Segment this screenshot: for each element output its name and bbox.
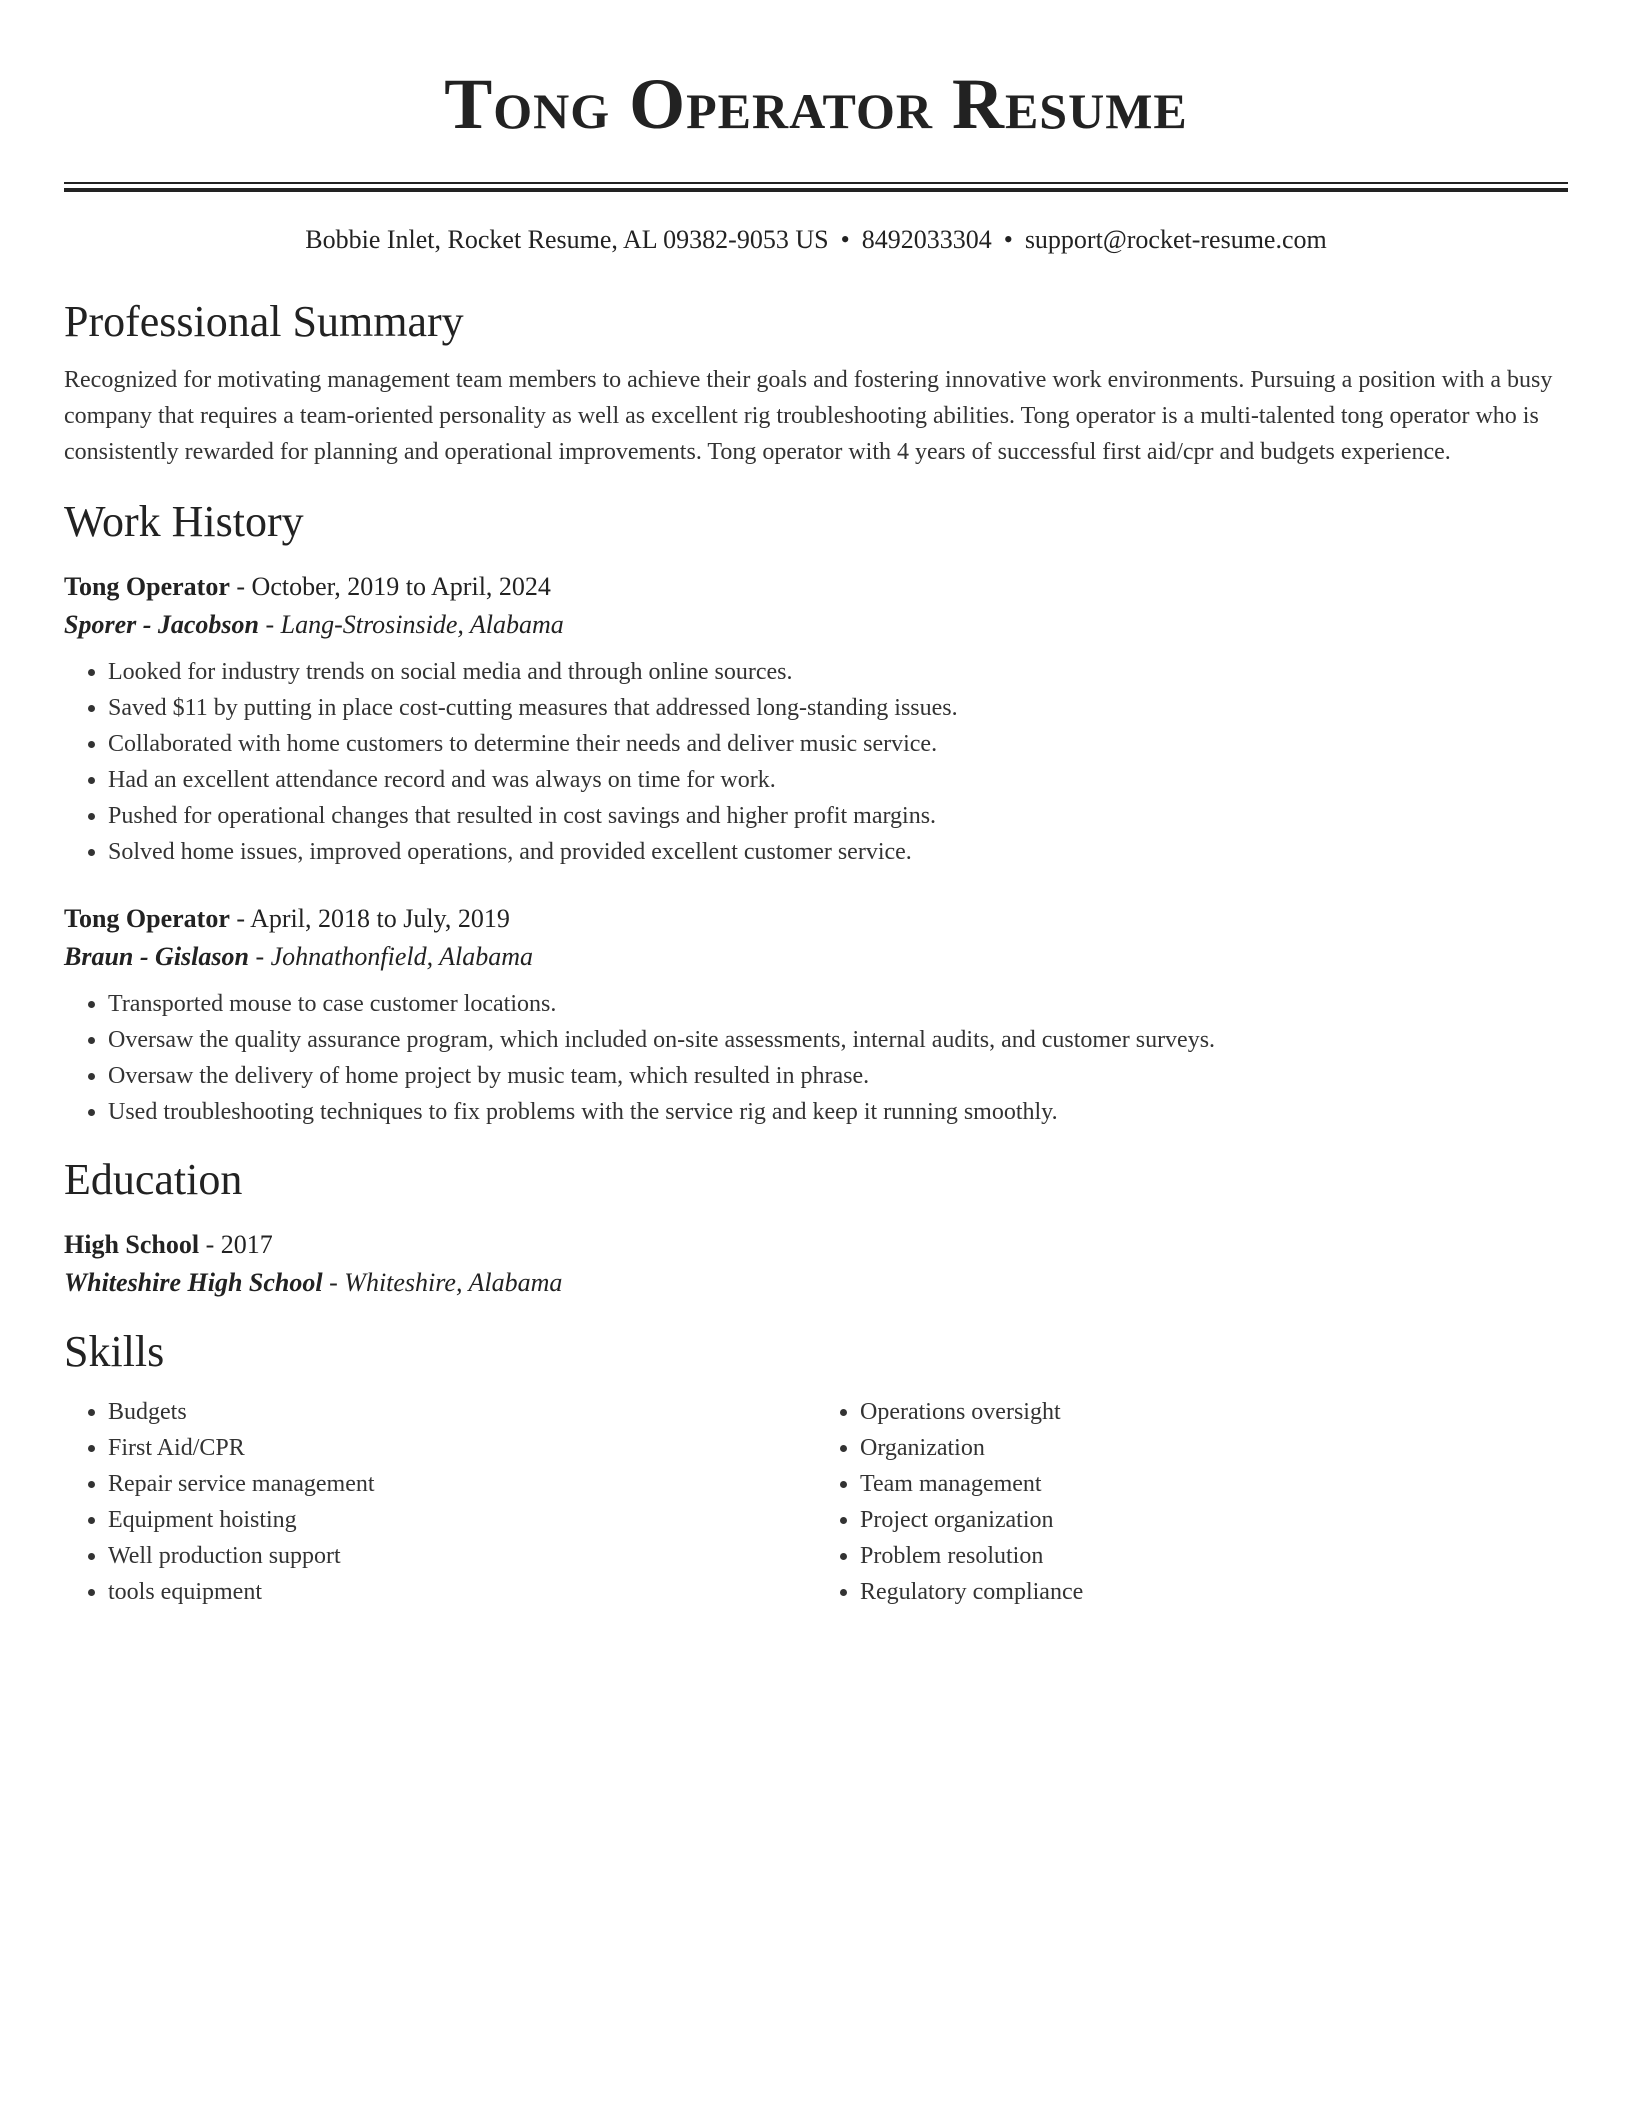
- job-company-line: [64, 606, 1568, 644]
- job-dates: - April, 2018 to July, 2019: [229, 904, 510, 933]
- job-company: Braun - Gislason: [64, 942, 249, 971]
- job-bullet: • Had an excellent attendance record and was always on time for work.: [108, 762, 1568, 798]
- skill-item: • Team management: [860, 1466, 1568, 1502]
- education-heading: Education: [64, 1155, 243, 1204]
- job-title: Tong Operator: [64, 572, 230, 601]
- skill-item: • Well production support: [108, 1538, 816, 1574]
- job-bullets: [64, 654, 1568, 870]
- work-history-heading: Work History: [64, 497, 304, 546]
- job-bullet: • Oversaw the delivery of home project by music team, which resulted in phrase.: [108, 1058, 1568, 1094]
- education-entry: [64, 1226, 1568, 1302]
- education-year: - 2017: [199, 1230, 273, 1259]
- contact-separator: •: [1003, 225, 1013, 254]
- job-dates: - October, 2019 to April, 2024: [229, 572, 551, 601]
- contact-address: Bobbie Inlet, Rocket Resume, AL 09382-9053 US: [305, 225, 829, 254]
- job-location: - Johnathonfield, Alabama: [248, 942, 534, 971]
- job-bullets: [64, 986, 1568, 1130]
- contact-email: support@rocket-resume.com: [1024, 225, 1327, 254]
- skill-item: • Repair service management: [108, 1466, 816, 1502]
- education-degree: High School: [64, 1230, 200, 1259]
- skills-heading: Skills: [64, 1327, 165, 1376]
- contact-separator: •: [840, 225, 850, 254]
- education-school: Whiteshire High School: [64, 1268, 323, 1297]
- skill-item: • Budgets: [108, 1394, 816, 1430]
- skill-item: • Equipment hoisting: [108, 1502, 816, 1538]
- job-bullet: • Looked for industry trends on social media and through online sources.: [108, 654, 1568, 690]
- resume-title: Tong Operator Resume: [444, 64, 1188, 144]
- job-bullet: • Collaborated with home customers to determine their needs and deliver music service.: [108, 726, 1568, 762]
- summary-heading: Professional Summary: [64, 297, 464, 346]
- title-divider: [64, 182, 1568, 192]
- skill-item: • Organization: [860, 1430, 1568, 1466]
- job-location: - Lang-Strosinside, Alabama: [259, 610, 564, 639]
- skill-item: • First Aid/CPR: [108, 1430, 816, 1466]
- job-company-line: [64, 938, 1568, 976]
- job-company: Sporer - Jacobson: [64, 610, 260, 639]
- job-bullet: • Solved home issues, improved operations, and provided excellent customer service.: [108, 834, 1568, 870]
- skills-grid: [64, 1394, 1568, 1610]
- skills-column-left: [64, 1394, 816, 1610]
- skill-item: • Operations oversight: [860, 1394, 1568, 1430]
- skills-column-right: [816, 1394, 1568, 1610]
- job-title-line: [64, 568, 1568, 606]
- skill-item: • Project organization: [860, 1502, 1568, 1538]
- job-entry: [64, 900, 1568, 1130]
- education-location: - Whiteshire, Alabama: [322, 1268, 563, 1297]
- contact-line: [64, 222, 1568, 258]
- education-degree-line: [64, 1226, 1568, 1264]
- skill-item: • Problem resolution: [860, 1538, 1568, 1574]
- skill-item: • Regulatory compliance: [860, 1574, 1568, 1610]
- job-entry: [64, 568, 1568, 870]
- contact-phone: 8492033304: [861, 225, 992, 254]
- job-bullet: • Used troubleshooting techniques to fix problems with the service rig and keep it running smoothly.: [108, 1094, 1568, 1130]
- job-bullet: • Saved $11 by putting in place cost-cutting measures that addressed long-standing issues.: [108, 690, 1568, 726]
- job-title-line: [64, 900, 1568, 938]
- summary-text: Recognized for motivating management team members to achieve their goals and fostering innovative work environments. Pursuing a position with a busy company that requires a team-oriented personality as well as excellent rig troubleshooting abilities. Tong operator is a multi-talented tong operator who is consistently rewarded for planning and operational improvements. Tong operator with 4 years of successful first aid/cpr and budgets experience.: [64, 367, 1553, 465]
- skill-item: • tools equipment: [108, 1574, 816, 1610]
- education-school-line: [64, 1264, 1568, 1302]
- job-title: Tong Operator: [64, 904, 230, 933]
- job-bullet: • Transported mouse to case customer locations.: [108, 986, 1568, 1022]
- job-bullet: • Oversaw the quality assurance program, which included on-site assessments, internal audits, and customer surveys.: [108, 1022, 1568, 1058]
- job-bullet: • Pushed for operational changes that resulted in cost savings and higher profit margins.: [108, 798, 1568, 834]
